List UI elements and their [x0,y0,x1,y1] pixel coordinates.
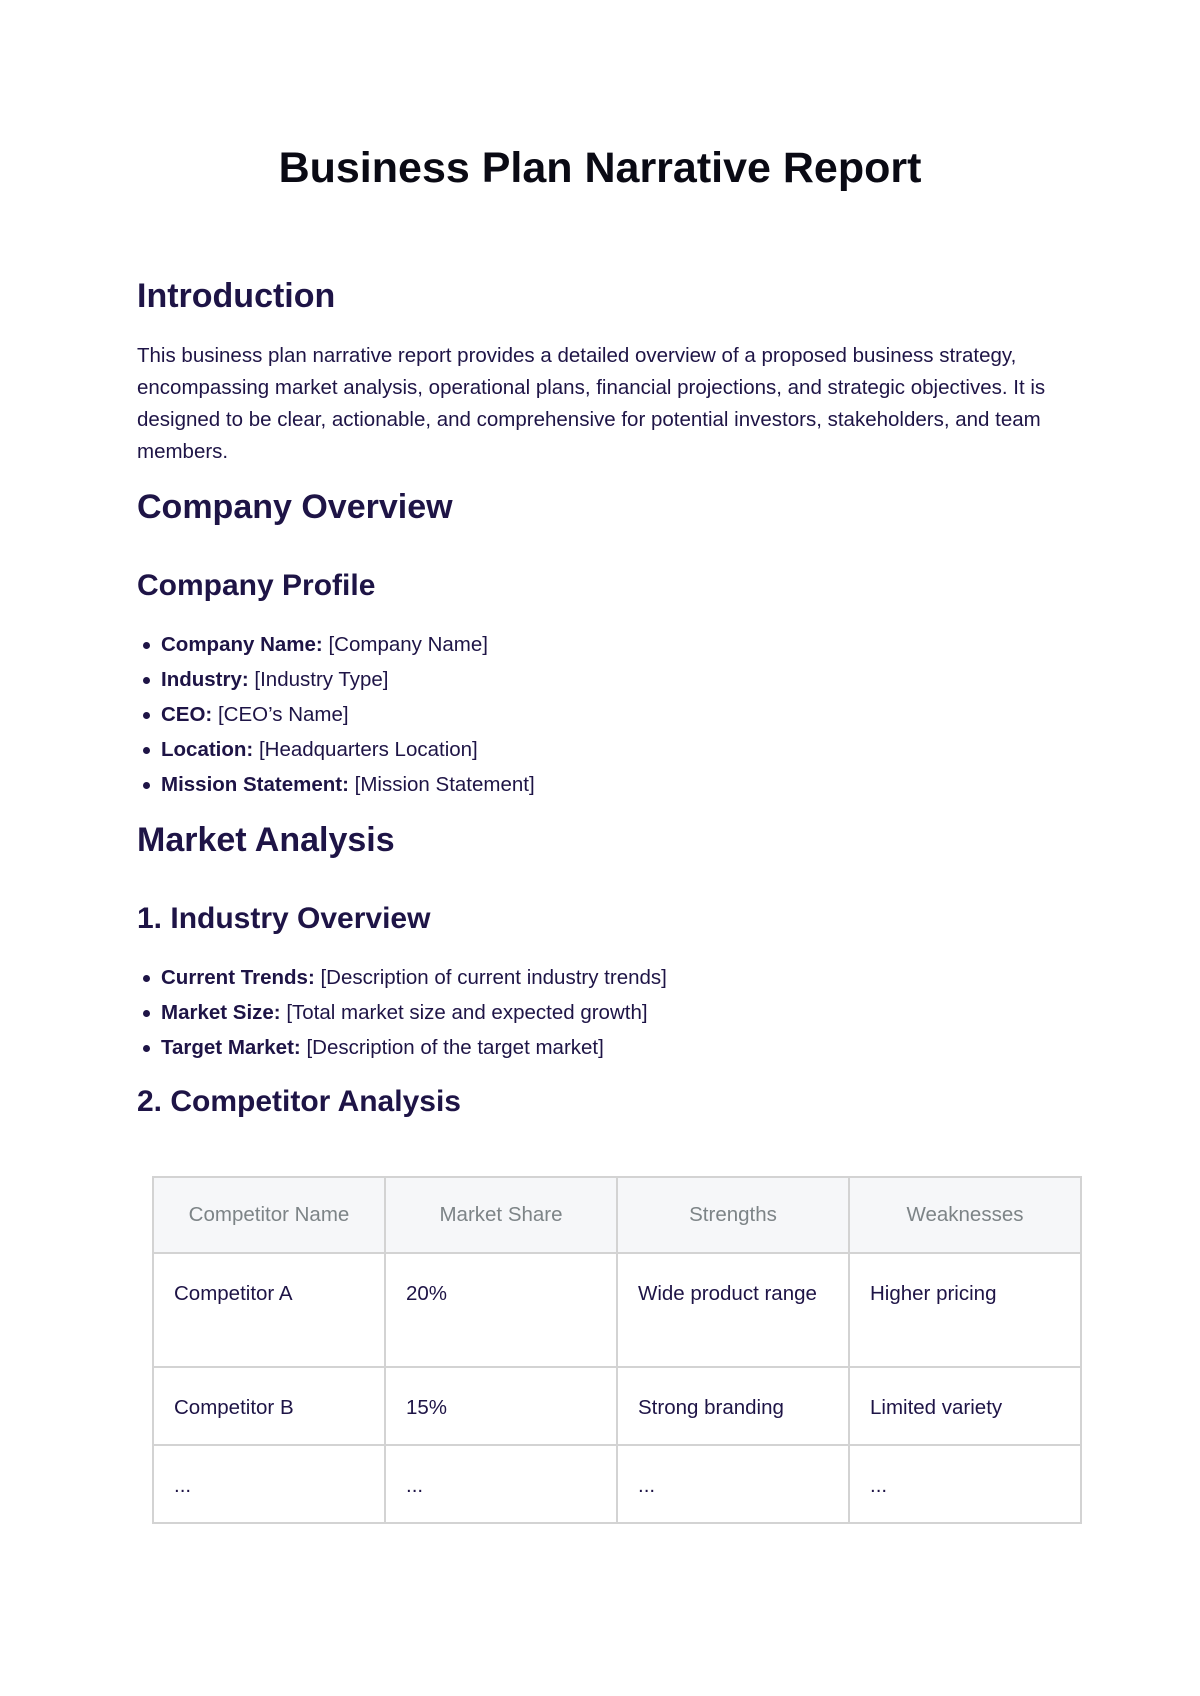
table-row [153,1367,1081,1445]
item-label: CEO: [161,703,213,726]
table-cell: Higher pricing [849,1253,1081,1367]
bullet-icon [143,1045,150,1052]
bullet-icon [143,975,150,982]
table-cell: ... [385,1445,617,1523]
table-cell: Strong branding [617,1367,849,1445]
item-label: Mission Statement: [161,773,349,796]
table-cell: Competitor B [153,1367,385,1445]
bullet-icon [143,1010,150,1017]
bullet-icon [143,747,150,754]
table-row [153,1445,1081,1523]
column-header: Strengths [617,1177,849,1253]
list-item [137,1030,667,1065]
table-header-row [153,1177,1081,1253]
company-profile-heading: Company Profile [137,569,376,602]
table-cell: 20% [385,1253,617,1367]
table-cell: 15% [385,1367,617,1445]
column-header: Market Share [385,1177,617,1253]
item-value: [Headquarters Location] [253,738,478,761]
industry-overview-list [137,960,667,1065]
company-overview-heading: Company Overview [137,488,453,526]
company-profile-list [137,627,535,802]
introduction-heading: Introduction [137,277,336,315]
item-label: Market Size: [161,1001,281,1024]
item-value: [Description of the target market] [300,1036,604,1059]
item-label: Current Trends: [161,966,315,989]
column-header: Weaknesses [849,1177,1081,1253]
competitor-analysis-heading: 2. Competitor Analysis [137,1085,461,1118]
list-item [137,697,535,732]
list-item [137,960,667,995]
table-cell: Wide product range [617,1253,849,1367]
item-label: Industry: [161,668,249,691]
item-value: [Description of current industry trends] [314,966,667,989]
list-item [137,767,535,802]
column-header: Competitor Name [153,1177,385,1253]
item-value: [CEO’s Name] [212,703,349,726]
item-value: [Total market size and expected growth] [280,1001,648,1024]
list-item [137,995,667,1030]
bullet-icon [143,712,150,719]
table-cell: ... [849,1445,1081,1523]
item-label: Company Name: [161,633,323,656]
list-item [137,627,535,662]
item-value: [Mission Statement] [348,773,535,796]
bullet-icon [143,677,150,684]
item-label: Target Market: [161,1036,301,1059]
market-analysis-heading: Market Analysis [137,821,395,859]
table-cell: ... [153,1445,385,1523]
document-title: Business Plan Narrative Report [278,144,922,192]
industry-overview-heading: 1. Industry Overview [137,902,431,935]
table-cell: Limited variety [849,1367,1081,1445]
table-cell: Competitor A [153,1253,385,1367]
competitor-table [152,1176,1082,1524]
item-value: [Company Name] [322,633,488,656]
introduction-paragraph: This business plan narrative report provides a detailed overview of a proposed business strategy, encompassing market analysis, operational plans, financial projections, and strategic objectives. It is designed to be clear, actionable, and comprehensive for potential investors, stakeholders, and team members. [137,344,1046,463]
item-label: Location: [161,738,254,761]
item-value: [Industry Type] [248,668,389,691]
table-row [153,1253,1081,1367]
bullet-icon [143,782,150,789]
list-item [137,662,535,697]
table-cell: ... [617,1445,849,1523]
bullet-icon [143,642,150,649]
list-item [137,732,535,767]
